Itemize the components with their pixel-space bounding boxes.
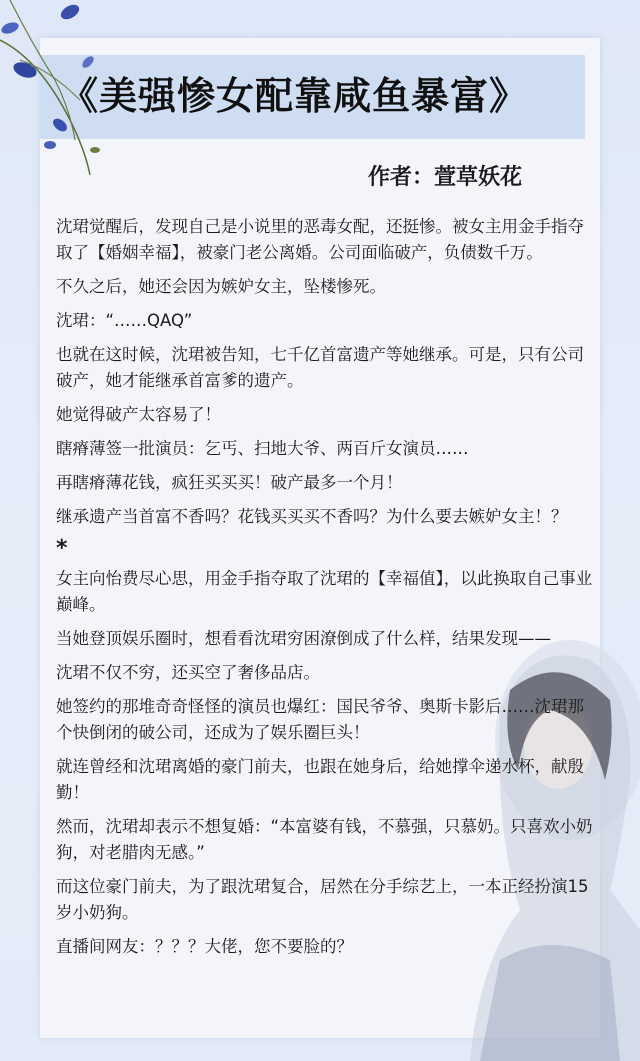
paragraph: 瞎瘠薄签一批演员：乞丐、扫地大爷、两百斤女演员……: [56, 439, 469, 458]
paragraph: 沈珺不仅不穷，还买空了奢侈品店。: [56, 663, 320, 682]
paragraph: 也就在这时候，沈珺被告知，七千亿首富遗产等她继承。可是，只有公司破产，她才能继承首富爹的遗产。: [56, 345, 584, 390]
paragraph: 就连曾经和沈珺离婚的豪门前夫，也跟在她身后，给她撑伞递水杯，献殷勤！: [56, 757, 584, 802]
paragraph: 当她登顶娱乐圈时，想看看沈珺穷困潦倒成了什么样，结果发现——: [56, 629, 551, 648]
paragraph: 她签约的那堆奇奇怪怪的演员也爆红：国民爷爷、奥斯卡影后……沈珺那个快倒闭的破公司，还成为了娱乐圈巨头！: [56, 697, 584, 742]
paragraph: 女主向怡费尽心思，用金手指夺取了沈珺的【幸福值】，以此换取自己事业巅峰。: [56, 569, 593, 614]
paragraph: 沈珺觉醒后，发现自己是小说里的恶毒女配，还挺惨。被女主用金手指夺取了【婚姻幸福】，被豪门老公离婚。公司面临破产，负债数千万。: [56, 217, 584, 262]
book-title: 《美强惨女配靠咸鱼暴富》: [60, 74, 529, 118]
paragraph: 继承遗产当首富不香吗？花钱买买买不香吗？为什么要去嫉妒女主！？: [56, 507, 568, 526]
paragraph: 她觉得破产太容易了！: [56, 405, 221, 424]
paragraph: 直播间网友：？？？大佬，您不要脸的？: [56, 937, 353, 956]
paragraph: 再瞎瘠薄花钱，疯狂买买买！破产最多一个月！: [56, 473, 403, 492]
paragraph: 而这位豪门前夫，为了跟沈珺复合，居然在分手综艺上，一本正经扮演15岁小奶狗。: [56, 877, 589, 922]
paragraph: 不久之后，她还会因为嫉妒女主，坠楼惨死。: [56, 277, 386, 296]
author-line: 作者：萱草妖花: [368, 165, 523, 190]
paragraph: 沈珺：“……QAQ”: [56, 311, 193, 330]
section-separator: *: [56, 536, 68, 561]
paragraph: 然而，沈珺却表示不想复婚：“本富婆有钱，不慕强，只慕奶。只喜欢小奶狗，对老腊肉无感。”: [56, 817, 593, 862]
synopsis: [56, 214, 596, 968]
